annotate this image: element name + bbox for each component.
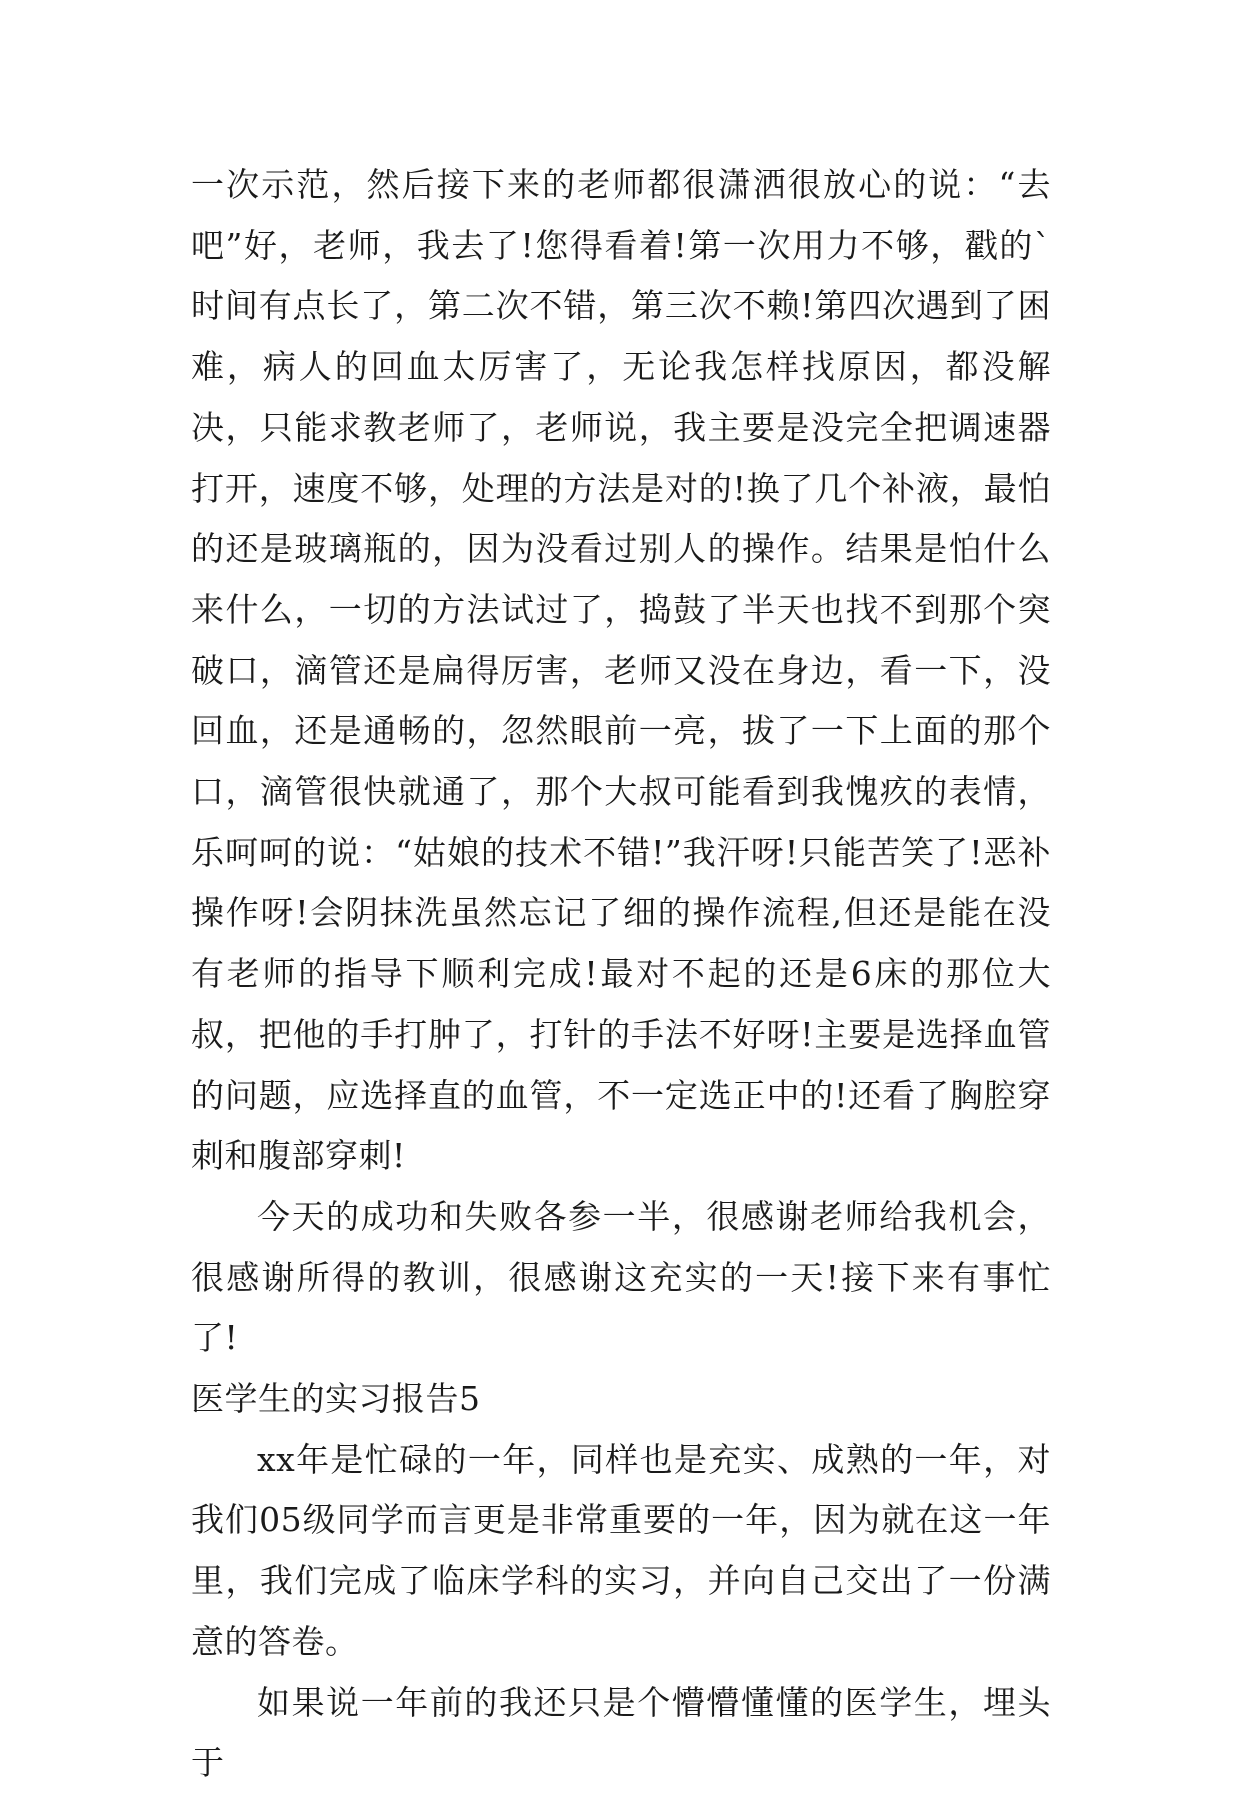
section-title: 医学生的实习报告5: [191, 1379, 481, 1419]
paragraph-summary: 今天的成功和失败各参一半，很感谢老师给我机会，很感谢所得的教训，很感谢这充实的一天!接下来有事忙了!: [191, 1196, 1051, 1358]
paragraph-continuation: 一次示范，然后接下来的老师都很潇洒很放心的说：“去吧”好，老师，我去了!您得看着!第一次用力不够，戳的`时间有点长了，第二次不错，第三次不赖!第四次遇到了困难，病人的回血太厉害了，无论我怎样找原因，都没解决，只能求教老师了，老师说，我主要是没完全把调速器打开，速度不够，处理的方法是对的!换了几个补液，最怕的还是玻璃瓶的，因为没看过别人的操作。结果是怕什么来什么，一切的方法试过了，捣鼓了半天也找不到那个突破口，滴管还是扁得厉害，老师又没在身边，看一下，没回血，还是通畅的，忽然眼前一亮，拔了一下上面的那个口，滴管很快就通了，那个大叔可能看到我愧疚的表情，乐呵呵的说：“姑娘的技术不错!”我汗呀!只能苦笑了!恶补操作呀!会阴抹洗虽然忘记了细的操作流程,但还是能在没有老师的指导下顺利完成!最对不起的还是6床的那位大叔，把他的手打肿了，打针的手法不好呀!主要是选择血管的问题，应选择直的血管，不一定选正中的!还看了胸腔穿刺和腹部穿刺!: [191, 165, 1051, 1176]
paragraph-reflection: 如果说一年前的我还只是个懵懵懂懂的医学生，埋头于: [191, 1682, 1051, 1783]
paragraph-intro: xx年是忙碌的一年，同样也是充实、成熟的一年，对我们05级同学而言更是非常重要的一年，因为就在这一年里，我们完成了临床学科的实习，并向自己交出了一份满意的答卷。: [191, 1439, 1051, 1661]
document-body: [191, 155, 1051, 1794]
